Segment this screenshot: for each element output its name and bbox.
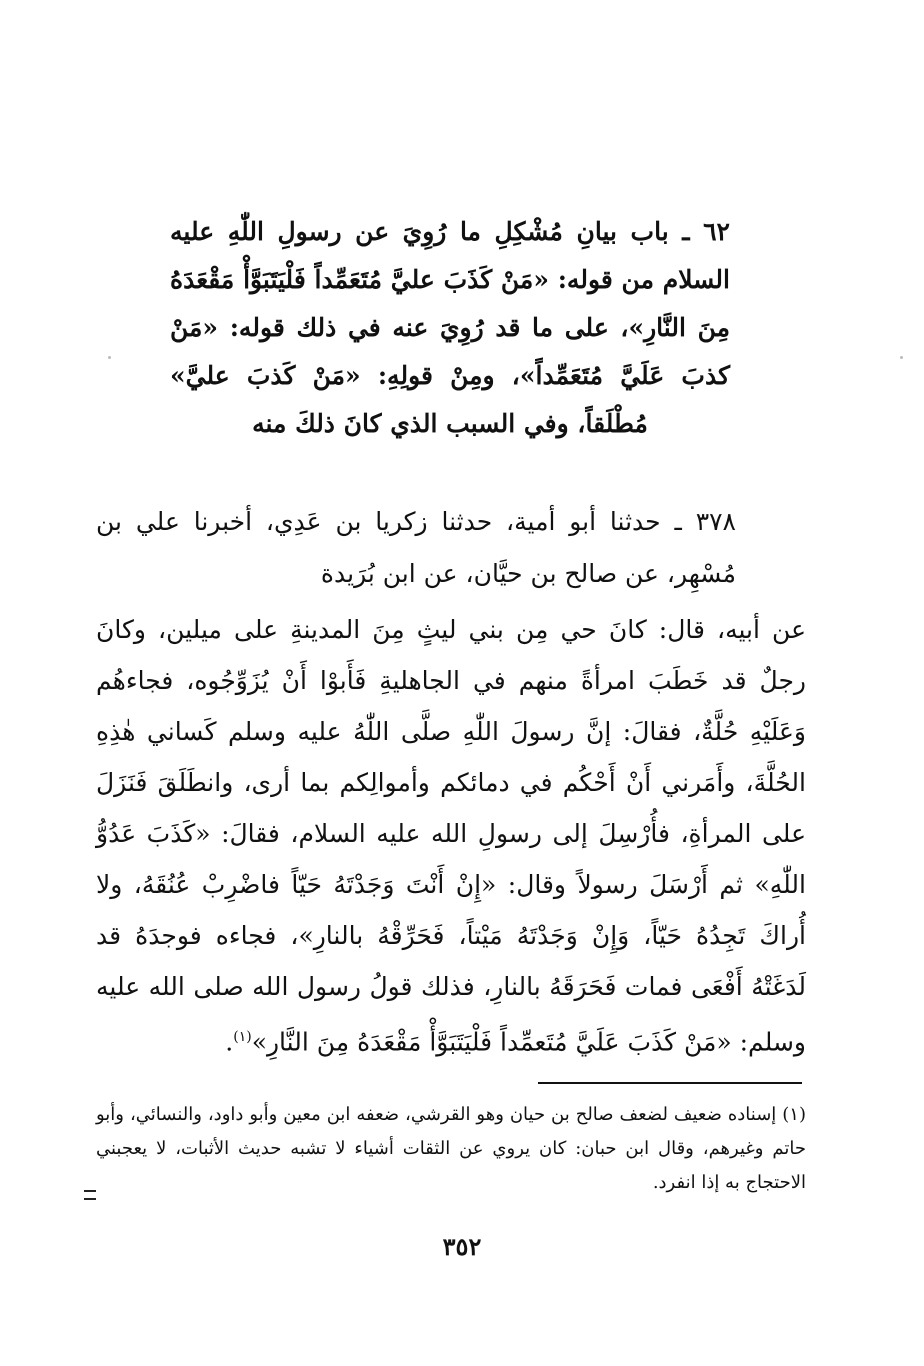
page-number: ٣٥٢: [442, 1232, 482, 1261]
footnote: [96, 1098, 806, 1200]
hadith-dash: ـ: [674, 507, 682, 536]
hadith-chain-text: حدثنا أبو أمية، حدثنا زكريا بن عَدِي، أخبرنا علي بن مُسْهِر، عن صالح بن حيَّان، عن ابن بُرَيدة: [96, 507, 736, 588]
footnote-reference[interactable]: (١): [233, 1029, 252, 1045]
chapter-heading: [170, 208, 730, 448]
footnote-divider: [538, 1082, 802, 1084]
footnote-marker: (١): [782, 1104, 806, 1125]
hadith-end-mark: .: [225, 1027, 234, 1057]
scan-speck: [108, 356, 111, 359]
margin-mark: [84, 1190, 96, 1200]
scan-speck: [900, 356, 903, 359]
footnote-text: إسناده ضعيف لضعف صالح بن حيان وهو القرشي، ضعفه ابن معين وأبو داود، والنسائي، وأبو حاتم وغيرهم، وقال ابن حبان: كان يروي عن الثقات أشياء لا تشبه حديث الأثبات، لا يعجبني الاحتجاج به إذا انفرد.: [96, 1104, 806, 1193]
hadith-matn: [96, 604, 806, 1067]
hadith-isnad: [96, 496, 736, 600]
chapter-number: ٦٢: [703, 217, 730, 246]
chapter-dash: ـ: [682, 217, 690, 246]
hadith-number: ٣٧٨: [695, 507, 736, 536]
hadith-body-text: عن أبيه، قال: كانَ حي مِن بني ليثٍ مِنَ المدينةِ على ميلين، وكانَ رجلٌ قد خَطَبَ امرأةً منهم في الجاهليةِ فَأَبوْا أَنْ يُزَوِّجُوه، فجاءهُم وَعَلَيْهِ حُلَّةٌ، فقالَ: إنَّ رسولَ اللّٰهِ صلَّى اللّٰهُ عليه وسلم كَساني هٰذِهِ الحُلَّةَ، وأَمَرني أَنْ أَحْكُم في دمائكم وأموالِكم بما أرى، وانطَلَقَ فَنَزَلَ على المرأةِ، فأُرْسِلَ إلى رسولِ الله عليه السلام، فقالَ: «كَذَبَ عَدُوُّ اللّٰهِ» ثم أَرْسَلَ رسولاً وقال: «إِنْ أَنْتَ وَجَدْتَهُ حَيّاً فاضْرِبْ عُنُقَهُ، ولا أُراكَ تَجِدُهُ حَيّاً، وَإِنْ وَجَدْتَهُ مَيْتاً، فَحَرِّقْهُ بالنارِ»، فجاءه فوجدَهُ قد لَدَغَتْهُ أَفْعَى فمات فَحَرَقَهُ بالنارِ، فذلك قولُ رسول الله صلى الله عليه وسلم: «مَنْ كَذَبَ عَلَيَّ مُتَعمِّداً فَلْيَتَبَوَّأْ مَقْعَدَهُ مِنَ النَّارِ»: [96, 615, 806, 1057]
chapter-title: باب بيانِ مُشْكِلِ ما رُوِيَ عن رسولِ اللّٰهِ عليه السلام من قوله: «مَنْ كَذَبَ عليَّ مُتَعَمِّداً فَلْيَتَبَوَّأْ مَقْعَدَهُ مِنَ النَّارِ»، على ما قد رُوِيَ عنه في ذلك قوله: «مَنْ كذبَ عَلَيَّ مُتَعَمِّداً»، ومِنْ قولِهِ: «مَنْ كَذبَ عليَّ» مُطْلَقاً، وفي السبب الذي كانَ ذلكَ منه: [170, 217, 730, 438]
